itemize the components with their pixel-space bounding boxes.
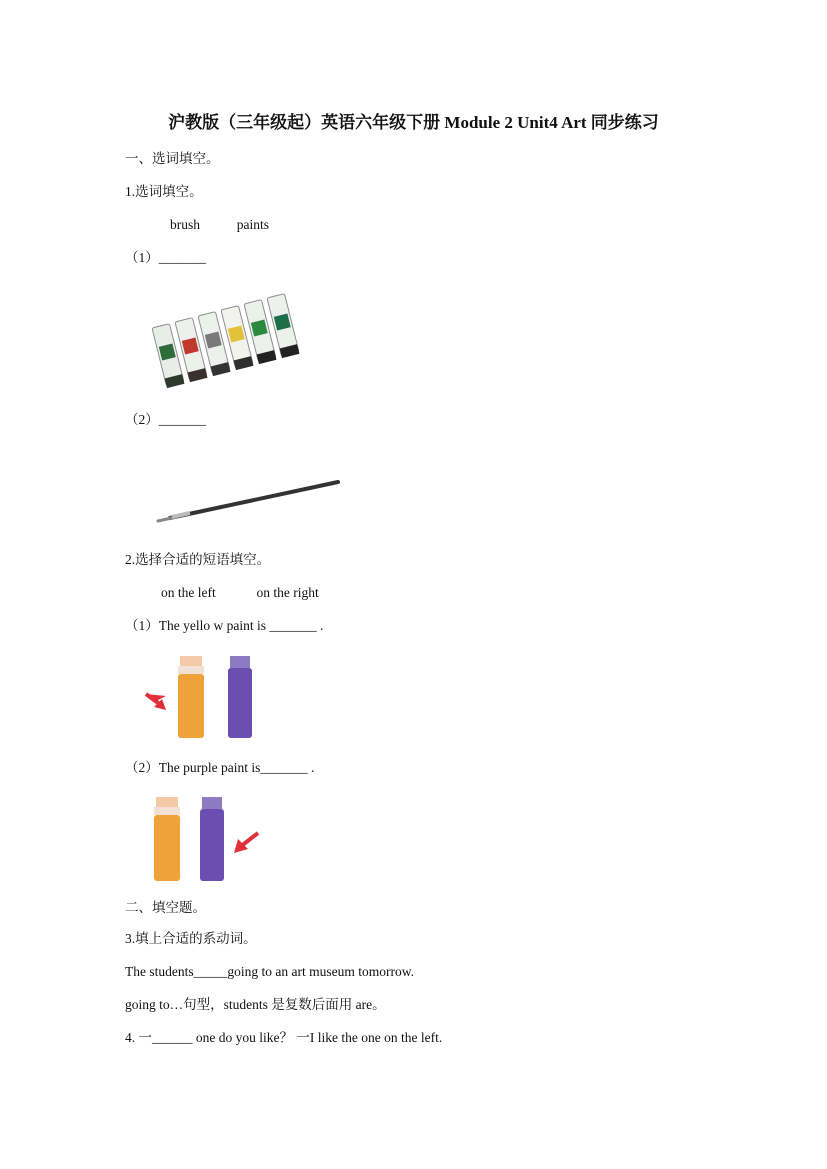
q3-prompt: 3.填上合适的系动词。 [125, 931, 257, 946]
word-paints: paints [236, 217, 269, 232]
phrase-on-the-right: on the right [256, 585, 319, 600]
paint-tubes-image [140, 290, 310, 395]
q1-item2: （2）_______ [125, 412, 206, 427]
paints-arrow-left-image [140, 652, 270, 747]
word-brush: brush [170, 217, 200, 232]
q4-sentence: 4. 一______ one do you like？ 一I like the one on the left. [125, 1030, 443, 1045]
phrase-bank [161, 584, 319, 602]
section2-heading: 二、填空题。 [125, 900, 206, 915]
word-bank [170, 216, 269, 234]
paints-arrow-right-image [140, 793, 270, 888]
q2-prompt: 2.选择合适的短语填空。 [125, 552, 271, 567]
q1-prompt: 1.选词填空。 [125, 184, 203, 199]
brush-image [150, 470, 350, 530]
q3-hint: going to…句型，students 是复数后面用 are。 [125, 997, 386, 1012]
section1-heading: 一、选词填空。 [125, 151, 220, 166]
q3-sentence: The students_____going to an art museum tomorrow. [125, 964, 414, 979]
phrase-on-the-left: on the left [161, 585, 216, 600]
q2-item1: （1）The yello w paint is _______ . [125, 618, 324, 633]
page-title: 沪教版（三年级起）英语六年级下册 Module 2 Unit4 Art 同步练习 [168, 113, 659, 132]
q2-item2: （2）The purple paint is_______ . [125, 760, 315, 775]
q1-item1: （1）_______ [125, 250, 206, 265]
